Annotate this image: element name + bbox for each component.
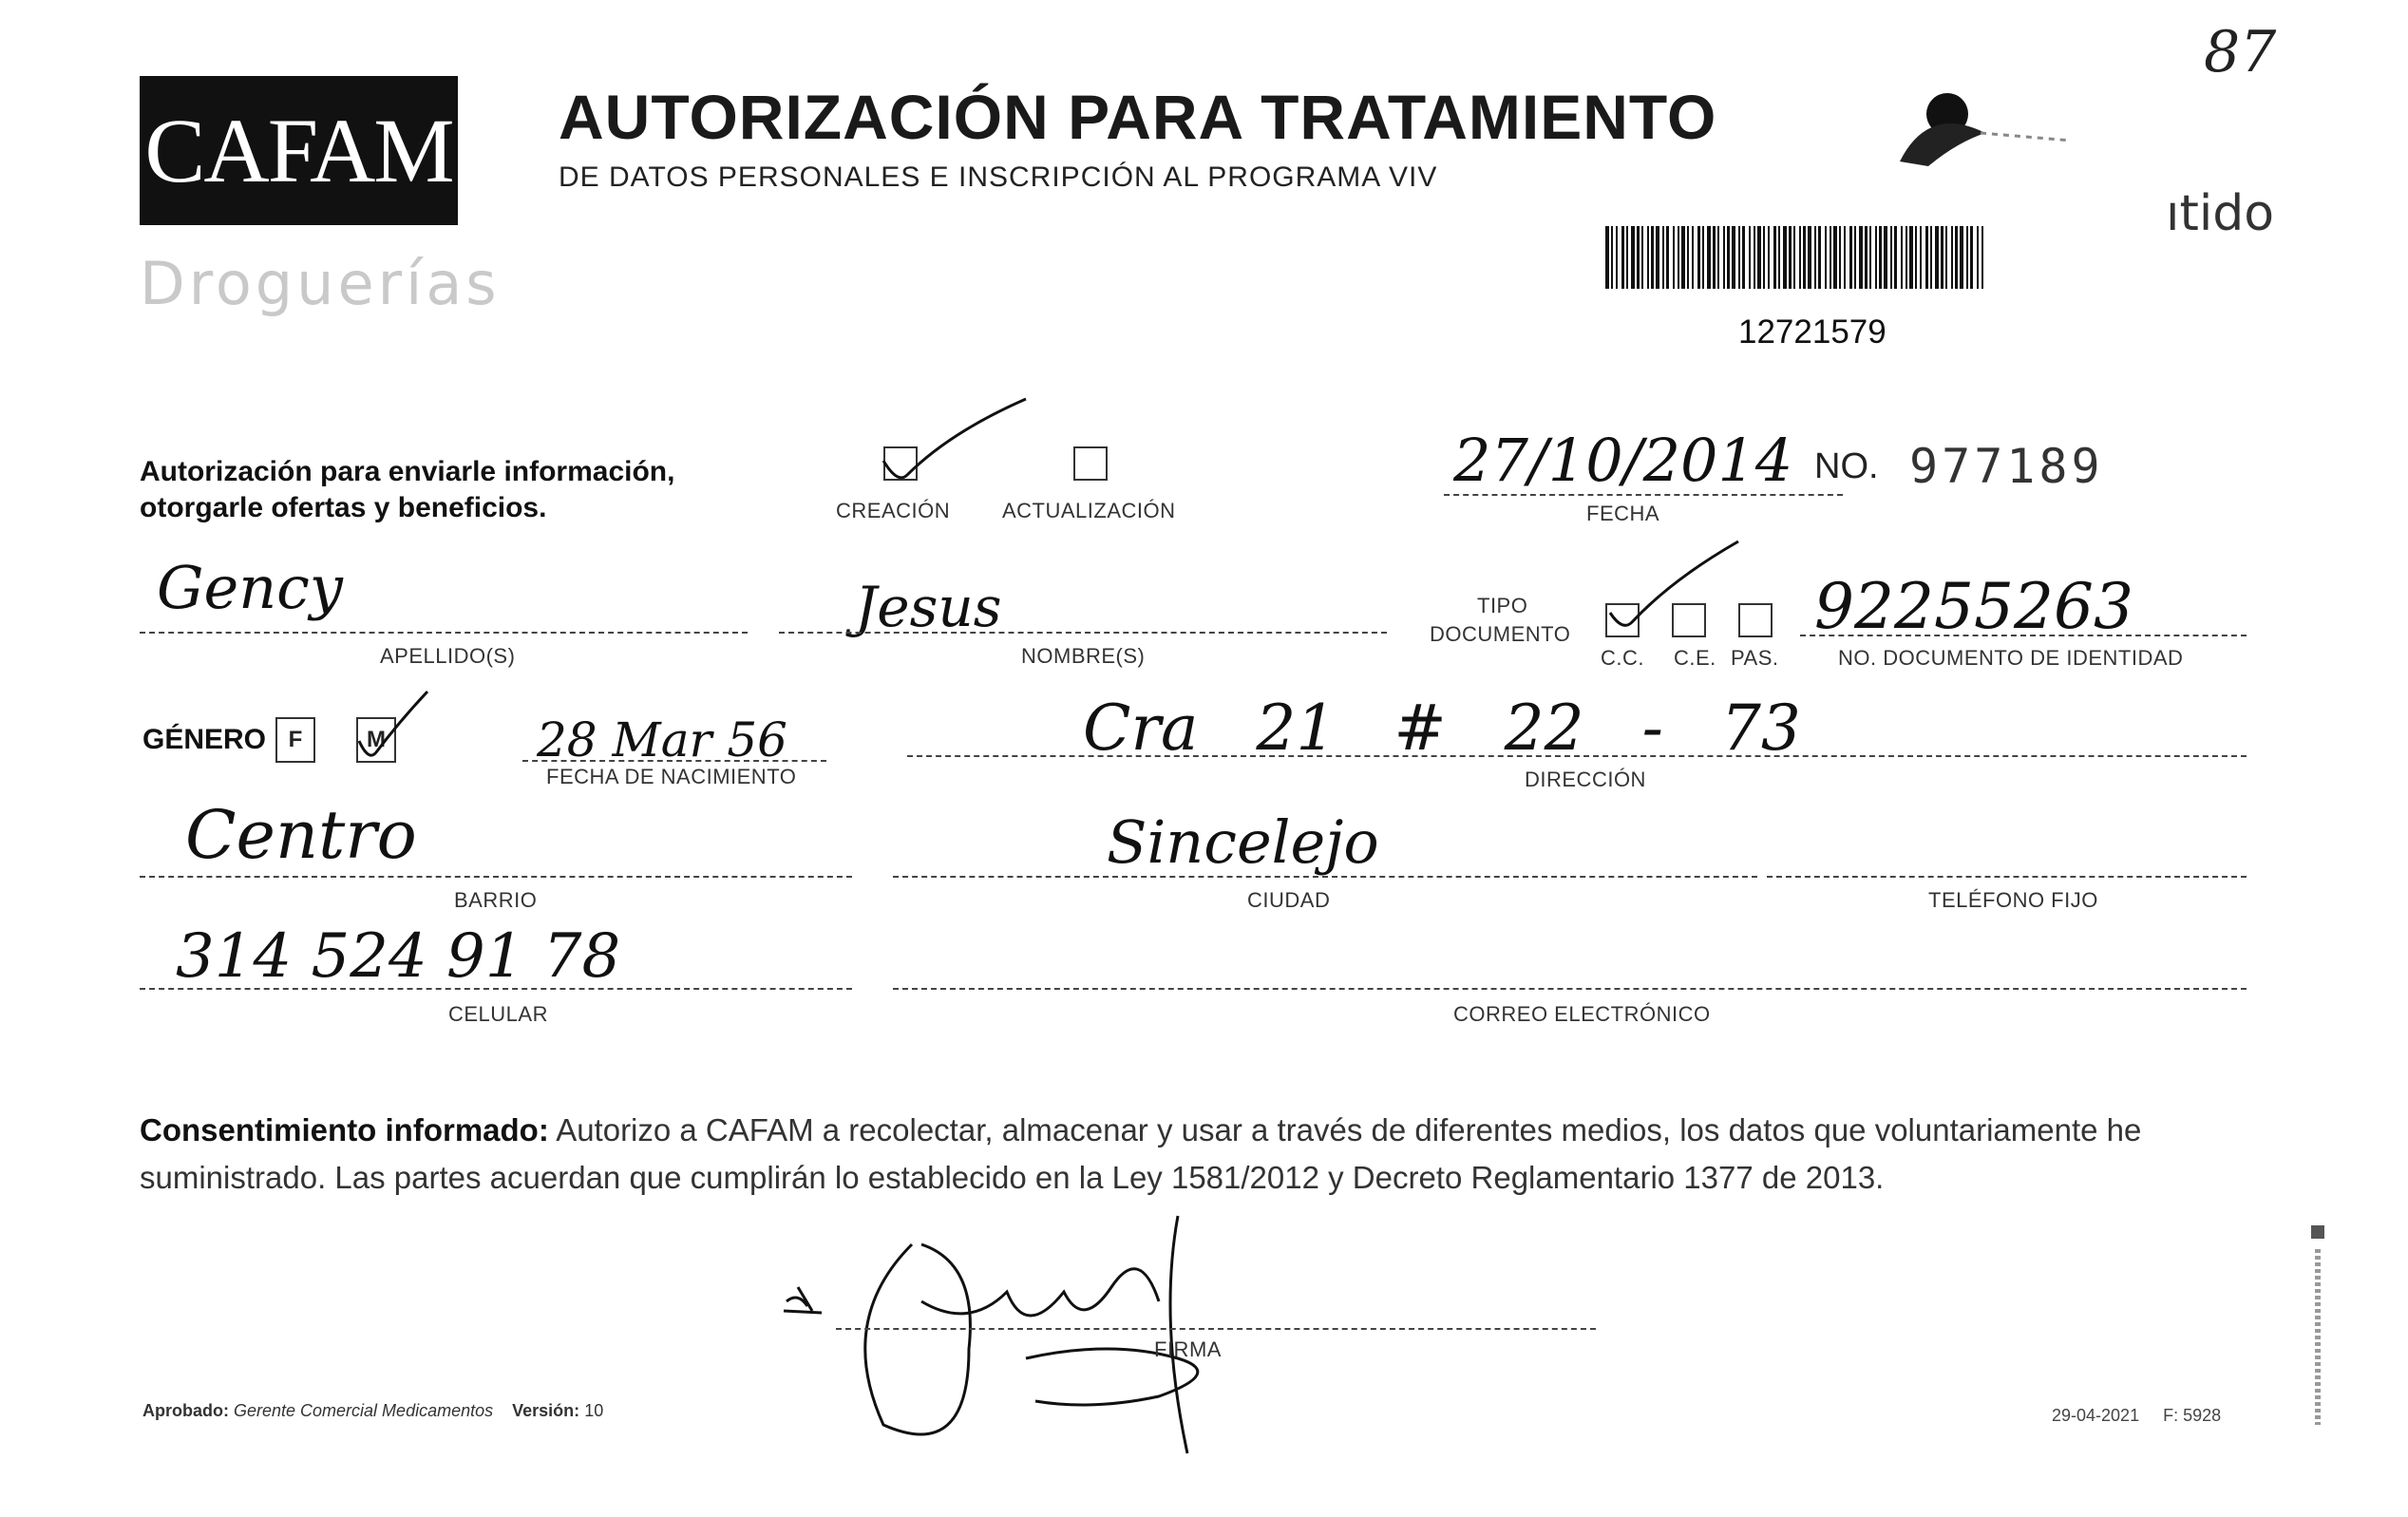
apellidos-value: Gency bbox=[157, 553, 343, 622]
fecha-label: FECHA bbox=[1586, 502, 1660, 525]
consent-text: Autorizo a CAFAM a recolectar, almacenar y usar a través de diferentes medios, los datos que voluntariamente he suministrado. Las partes acuerdan que cumplirán lo establecido en la Ley 1581/2012 y Decreto Reglamentario 1377 de 2013. bbox=[140, 1112, 2142, 1195]
check-mark-icon bbox=[351, 684, 437, 769]
nombres-value: Jesus bbox=[855, 575, 1002, 639]
fecha-line bbox=[1444, 494, 1843, 496]
ciudad-label: CIUDAD bbox=[1247, 888, 1331, 912]
celular-label: CELULAR bbox=[448, 1002, 548, 1026]
firma-label: FIRMA bbox=[1154, 1337, 1222, 1361]
direccion-value: Cra 21 # 22 - 73 bbox=[1083, 692, 1801, 765]
nacimiento-label: FECHA DE NACIMIENTO bbox=[546, 765, 797, 788]
tipo-label: TIPO bbox=[1477, 594, 1528, 617]
aprobado-label: Aprobado: bbox=[142, 1401, 229, 1420]
celular-value: 314 524 91 78 bbox=[176, 921, 621, 992]
barcode-icon bbox=[1605, 226, 1985, 289]
check-mark-icon bbox=[874, 394, 1035, 489]
nombres-label: NOMBRE(S) bbox=[1021, 644, 1146, 668]
no-label: NO. bbox=[1814, 446, 1879, 486]
genero-f-label: F bbox=[288, 727, 303, 752]
genero-f-checkbox[interactable] bbox=[275, 717, 315, 763]
ce-checkbox[interactable] bbox=[1672, 603, 1706, 637]
telefono-line bbox=[1767, 876, 2247, 878]
handwritten-page-number: 87 bbox=[2204, 19, 2277, 85]
version-value: 10 bbox=[584, 1401, 604, 1420]
barrio-line bbox=[140, 876, 852, 878]
firma-line bbox=[836, 1328, 1596, 1330]
actualizacion-label: ACTUALIZACIÓN bbox=[1002, 499, 1176, 522]
form-title: AUTORIZACIÓN PARA TRATAMIENTO bbox=[559, 82, 1717, 152]
ciudad-line bbox=[893, 876, 1757, 878]
ciudad-value: Sincelejo bbox=[1107, 807, 1379, 877]
aprobado-value: Gerente Comercial Medicamentos bbox=[234, 1401, 494, 1420]
authorization-heading: Autorización para enviarle información, otorgarle ofertas y beneficios. bbox=[140, 456, 675, 523]
form-subtitle: DE DATOS PERSONALES E INSCRIPCIÓN AL PROGRAMA VIV bbox=[559, 161, 1438, 193]
footer-form-code: F: 5928 bbox=[2163, 1406, 2222, 1425]
actualizacion-checkbox[interactable] bbox=[1073, 446, 1108, 481]
direccion-label: DIRECCIÓN bbox=[1525, 768, 1646, 791]
consent-paragraph bbox=[140, 1107, 2267, 1202]
cafam-logo bbox=[140, 76, 458, 225]
creacion-label: CREACIÓN bbox=[836, 499, 951, 522]
pas-label: PAS. bbox=[1731, 646, 1779, 670]
nacimiento-value: 28 Mar 56 bbox=[537, 712, 787, 768]
doc-number-value: 92255263 bbox=[1814, 570, 2133, 643]
fecha-value: 27/10/2014 bbox=[1453, 426, 1793, 495]
direccion-line bbox=[907, 755, 2247, 757]
documento-label: DOCUMENTO bbox=[1430, 622, 1571, 646]
genero-m-label: M bbox=[367, 727, 386, 752]
genero-label: GÉNERO bbox=[142, 724, 267, 755]
footer-approval bbox=[142, 1401, 603, 1421]
footer-codes bbox=[2052, 1406, 2221, 1426]
barrio-value: Centro bbox=[185, 796, 417, 874]
barrio-label: BARRIO bbox=[454, 888, 538, 912]
cc-label: C.C. bbox=[1601, 646, 1644, 670]
apellidos-label: APELLIDO(S) bbox=[380, 644, 516, 668]
ce-label: C.E. bbox=[1674, 646, 1716, 670]
apellidos-line bbox=[140, 632, 748, 634]
vertical-print-mark-icon bbox=[2304, 1225, 2332, 1434]
cropped-side-text: ıtido bbox=[2166, 185, 2275, 242]
correo-line bbox=[893, 988, 2247, 990]
version-label: Versión: bbox=[512, 1401, 580, 1420]
no-value: 977189 bbox=[1909, 439, 2104, 494]
telefono-label: TELÉFONO FIJO bbox=[1928, 888, 2098, 912]
program-emblem-icon bbox=[1890, 76, 2080, 171]
barcode-number: 12721579 bbox=[1738, 313, 1887, 351]
logo-text: CAFAM bbox=[144, 100, 453, 201]
celular-line bbox=[140, 988, 852, 990]
nombres-line bbox=[779, 632, 1387, 634]
pas-checkbox[interactable] bbox=[1738, 603, 1773, 637]
correo-label: CORREO ELECTRÓNICO bbox=[1453, 1002, 1711, 1026]
brand-subtitle: Droguerías bbox=[140, 249, 501, 318]
signature-icon bbox=[779, 1206, 1349, 1472]
doc-number-label: NO. DOCUMENTO DE IDENTIDAD bbox=[1838, 646, 2184, 670]
footer-date-code: 29-04-2021 bbox=[2052, 1406, 2140, 1425]
consent-heading: Consentimiento informado: bbox=[140, 1112, 549, 1147]
nacimiento-line bbox=[522, 760, 826, 762]
doc-number-line bbox=[1800, 635, 2247, 636]
